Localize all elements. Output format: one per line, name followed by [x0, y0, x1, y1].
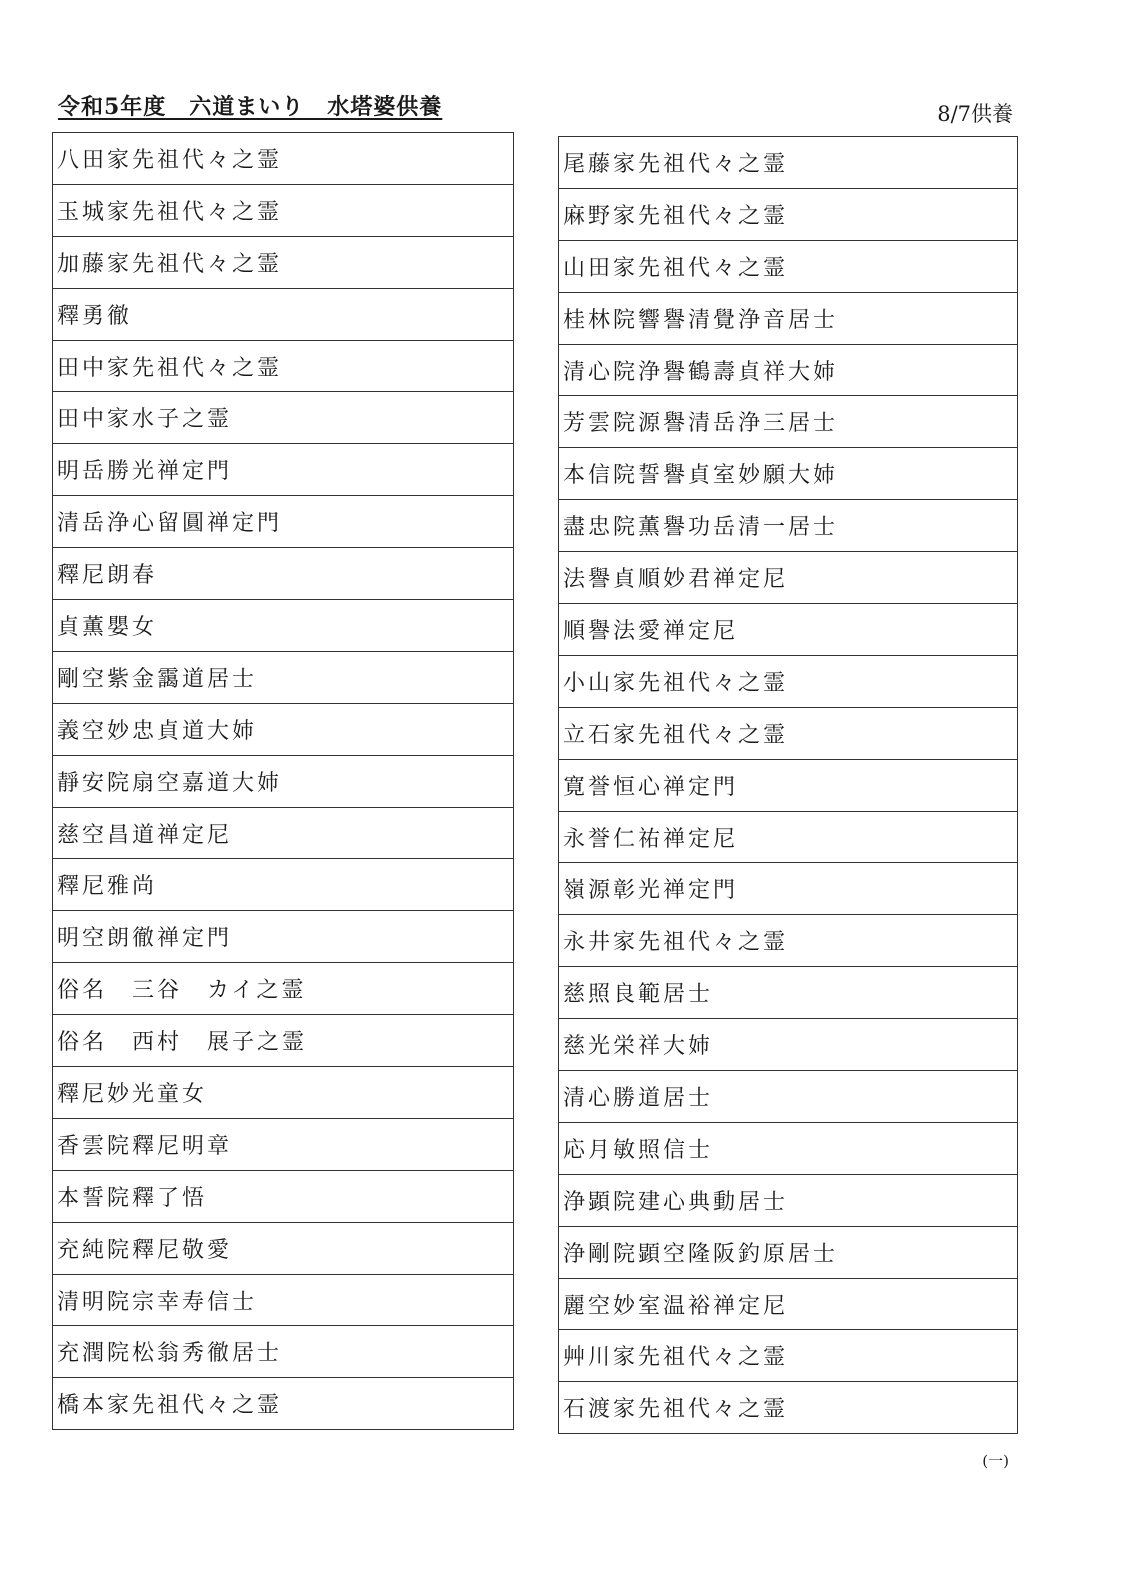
- list-item: 応月敏照信士: [559, 1123, 1017, 1175]
- list-item: 八田家先祖代々之霊: [53, 133, 513, 185]
- list-item: 義空妙忠貞道大姉: [53, 704, 513, 756]
- list-item: 麗空妙室温裕禅定尼: [559, 1279, 1017, 1331]
- list-item: 順譽法愛禅定尼: [559, 604, 1017, 656]
- list-item: 釋尼朗春: [53, 548, 513, 600]
- list-item: 玉城家先祖代々之霊: [53, 185, 513, 237]
- list-item: 清心勝道居士: [559, 1071, 1017, 1123]
- list-item: 盡忠院薫譽功岳清一居士: [559, 500, 1017, 552]
- list-item: 嶺源彰光禅定門: [559, 863, 1017, 915]
- list-item: 永井家先祖代々之霊: [559, 915, 1017, 967]
- page-number: (一): [982, 1452, 1009, 1470]
- list-item: 加藤家先祖代々之霊: [53, 237, 513, 289]
- list-item: 山田家先祖代々之霊: [559, 241, 1017, 293]
- list-item: 浄顕院建心典動居士: [559, 1175, 1017, 1227]
- list-item: 浄剛院顕空隆阪釣原居士: [559, 1227, 1017, 1279]
- list-item: 尾藤家先祖代々之霊: [559, 137, 1017, 189]
- list-item: 香雲院釋尼明章: [53, 1119, 513, 1171]
- memorial-date: 8/7供養: [937, 102, 1013, 126]
- list-item: 小山家先祖代々之霊: [559, 656, 1017, 708]
- document-title: 令和5年度 六道まいり 水塔婆供養: [58, 94, 443, 120]
- list-item: 艸川家先祖代々之霊: [559, 1330, 1017, 1382]
- list-item: 清明院宗幸寿信士: [53, 1275, 513, 1327]
- list-item: 立石家先祖代々之霊: [559, 708, 1017, 760]
- list-item: 明空朗徹禅定門: [53, 911, 513, 963]
- list-item: 俗名 西村 展子之霊: [53, 1015, 513, 1067]
- list-item: 明岳勝光禅定門: [53, 444, 513, 496]
- list-item: 剛空紫金靄道居士: [53, 652, 513, 704]
- list-item: 橋本家先祖代々之霊: [53, 1378, 513, 1430]
- list-item: 釋尼雅尚: [53, 859, 513, 911]
- list-item: 釋尼妙光童女: [53, 1067, 513, 1119]
- list-item: 慈空昌道禅定尼: [53, 808, 513, 860]
- list-item: 本誓院釋了悟: [53, 1171, 513, 1223]
- list-item: 釋勇徹: [53, 289, 513, 341]
- list-item: 俗名 三谷 カイ之霊: [53, 963, 513, 1015]
- list-item: 芳雲院源譽清岳浄三居士: [559, 396, 1017, 448]
- list-item: 清心院浄譽鶴壽貞祥大姉: [559, 345, 1017, 397]
- right-name-column: [558, 136, 1018, 1434]
- list-item: 慈照良範居士: [559, 967, 1017, 1019]
- list-item: 貞薫嬰女: [53, 600, 513, 652]
- list-item: 靜安院扇空嘉道大姉: [53, 756, 513, 808]
- list-item: 麻野家先祖代々之霊: [559, 189, 1017, 241]
- list-item: 法譽貞順妙君禅定尼: [559, 552, 1017, 604]
- list-item: 清岳浄心留圓禅定門: [53, 496, 513, 548]
- list-item: 寛誉恒心禅定門: [559, 760, 1017, 812]
- list-item: 充潤院松翁秀徹居士: [53, 1326, 513, 1378]
- left-name-column: [52, 132, 514, 1430]
- list-item: 石渡家先祖代々之霊: [559, 1382, 1017, 1434]
- list-item: 本信院誓譽貞室妙願大姉: [559, 448, 1017, 500]
- list-item: 田中家先祖代々之霊: [53, 341, 513, 393]
- list-item: 充純院釋尼敬愛: [53, 1223, 513, 1275]
- list-item: 桂林院響譽清覺浄音居士: [559, 293, 1017, 345]
- list-item: 永誉仁祐禅定尼: [559, 812, 1017, 864]
- list-item: 田中家水子之霊: [53, 392, 513, 444]
- list-item: 慈光栄祥大姉: [559, 1019, 1017, 1071]
